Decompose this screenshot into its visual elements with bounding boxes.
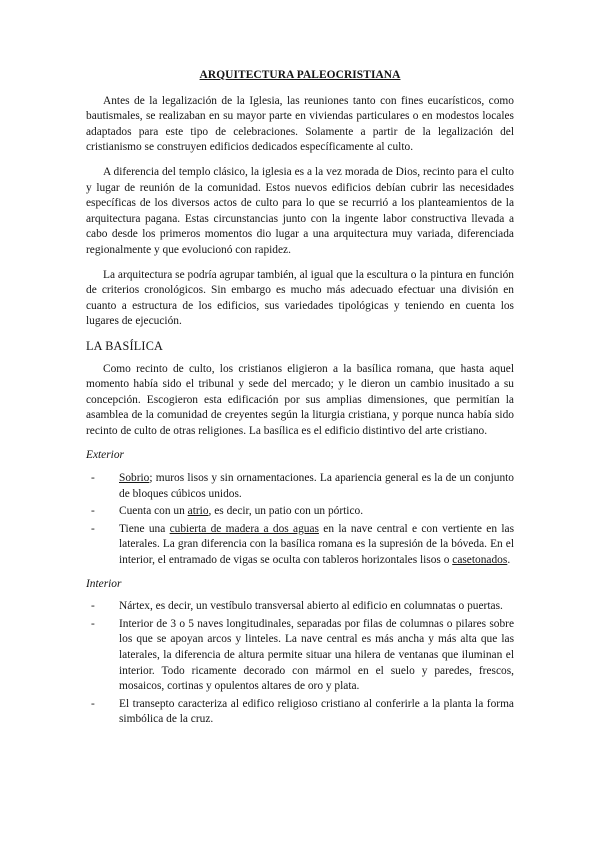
item-text-after: , es decir, un patio con un pórtico. bbox=[208, 505, 364, 518]
dash-bullet: - bbox=[91, 697, 95, 710]
list-item bbox=[86, 697, 514, 728]
list-item bbox=[86, 522, 514, 569]
dash-bullet: - bbox=[91, 472, 95, 485]
list-item bbox=[86, 471, 514, 502]
intro-paragraph-3: La arquitectura se podría agrupar también, al igual que la escultura o la pintura en función de criterios cronológicos. Sin embargo es mucho más adecuado efectuar una división en cuanto a estructura de los edificios, sus variedades tipológicas y teniendo en cuenta los lugares de ejecución. bbox=[86, 268, 514, 328]
dash-bullet: - bbox=[91, 522, 95, 535]
underlined-term: Sobrio bbox=[119, 472, 150, 485]
dash-bullet: - bbox=[91, 505, 95, 518]
list-item-text bbox=[119, 504, 514, 520]
list-item-text bbox=[119, 471, 514, 502]
document-title: ARQUITECTURA PALEOCRISTIANA bbox=[199, 69, 401, 81]
underlined-term: casetonados bbox=[452, 554, 508, 567]
list-item-text: Interior de 3 o 5 naves longitudinales, separadas por filas de columnas o pilares sobre los que se apoyan arcos y linteles. La nave central es más ancha y más alta que las laterales, la diferencia de altura permite situar una hilera de ventanas que iluminan el interior. Todo ricamente decorado con mármol en el suelo y paredes, frescos, mosaicos, cortinas y opulentos altares de oro y plata. bbox=[119, 617, 514, 693]
list-item-text: Nártex, es decir, un vestíbulo transversal abierto al edificio en columnatas o puertas. bbox=[119, 600, 503, 613]
list-item bbox=[86, 617, 514, 695]
item-text-before: Cuenta con un bbox=[119, 505, 188, 518]
item-text-after: ; muros lisos y sin ornamentaciones. La apariencia general es la de un conjunto de bloques cúbicos unidos. bbox=[119, 472, 514, 500]
subheading-exterior: Exterior bbox=[86, 449, 124, 462]
item-text-before: Tiene una bbox=[119, 522, 170, 535]
section-heading-basilica: LA BASÍLICA bbox=[86, 338, 164, 353]
list-item-text bbox=[119, 522, 514, 569]
item-text-after: en la nave central e con vertiente en las laterales. La gran diferencia con la basílica romana es la supresión de la bóveda. En el interior, el entramado de vigas se oculta con tableros horizontales lisos o bbox=[119, 522, 515, 567]
underlined-term: cubierta de madera a dos aguas bbox=[169, 522, 319, 535]
dash-bullet: - bbox=[91, 617, 95, 630]
exterior-list bbox=[86, 471, 514, 569]
list-item-text: El transepto caracteriza al edifico religioso cristiano al conferirle a la planta la forma simbólica de la cruz. bbox=[119, 697, 514, 726]
dash-bullet: - bbox=[91, 600, 95, 613]
intro-paragraph-1: Antes de la legalización de la Iglesia, las reuniones tanto con fines eucarísticos, como bautismales, se realizaban en su mayor parte en viviendas particulares o en modestos locales adaptados para este tipo de celebraciones. Solamente a partir de la legalización del cristianismo se construyen edificios dedicados específicamente al culto. bbox=[86, 94, 514, 154]
underlined-term: atrio bbox=[187, 505, 209, 518]
interior-list bbox=[86, 599, 514, 728]
subheading-interior: Interior bbox=[86, 577, 122, 590]
list-item bbox=[86, 504, 514, 520]
basilica-paragraph: Como recinto de culto, los cristianos eligieron a la basílica romana, que hasta aquel momento había sido el tribunal y sede del mercado; y le dieron un cambio inusitado a su concepción. Escogieron esta edificación por sus amplias dimensiones, que permitían la asamblea de la comunidad de creyentes según la liturgia cristiana, y porque nunca había sido recinto de culto de otras religiones. La basílica es el edificio distintivo del arte cristiano. bbox=[86, 362, 514, 437]
list-item bbox=[86, 599, 514, 615]
intro-paragraph-2: A diferencia del templo clásico, la iglesia es a la vez morada de Dios, recinto para el culto y lugar de reunión de la comunidad. Estos nuevos edificios debían cubrir las necesidades específicas de los diversos actos de culto para lo que se recurrió a los planteamientos de la arquitectura pagana. Estas circunstancias junto con la ingente labor constructiva llevada a cabo desde los primeros momentos dio lugar a una arquitectura muy variada, diferenciada regionalmente y que evolucionó con rapidez. bbox=[86, 165, 514, 256]
item-text-end: . bbox=[507, 554, 511, 567]
